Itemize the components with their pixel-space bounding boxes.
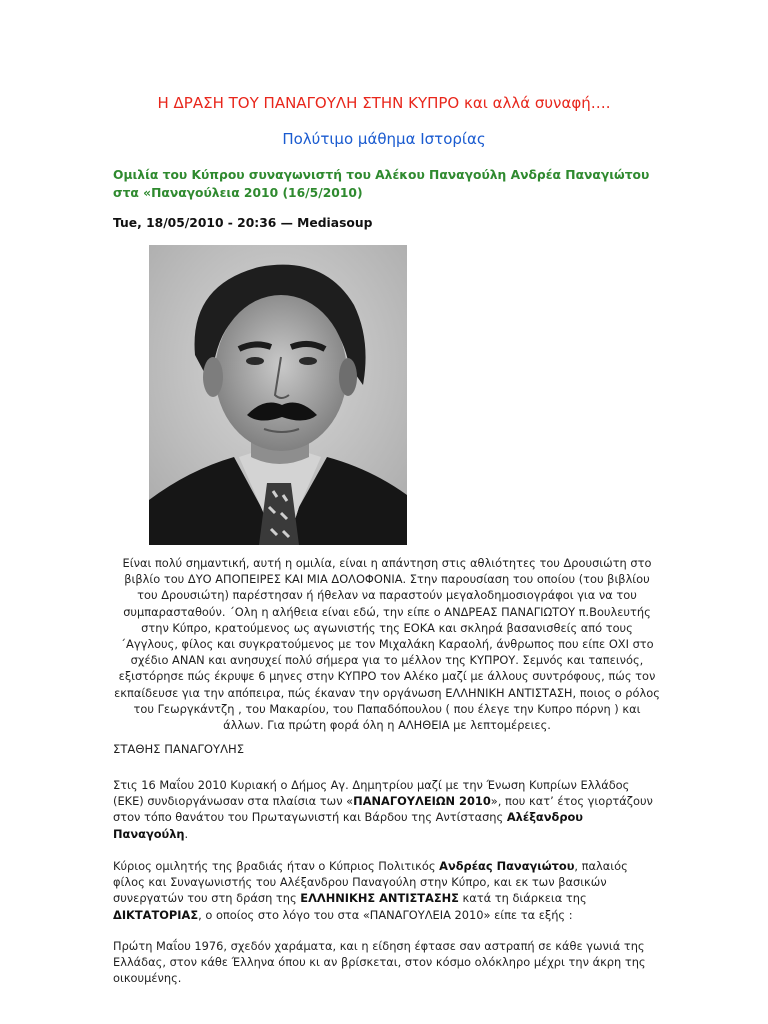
bold-text: ΠΑΝΑΓΟΥΛΕΙΩΝ 2010: [353, 794, 491, 809]
page-title: Η ΔΡΑΣΗ ΤΟΥ ΠΑΝΑΓΟΥΛΗ ΣΤΗΝ ΚΥΠΡΟ και αλλά συναφή….: [157, 94, 611, 112]
paragraph-text: κατά τη διάρκεια της: [458, 891, 587, 906]
paragraph-text: Κύριος ομιλητής της βραδιάς ήταν ο Κύπριος Πολιτικός: [113, 859, 440, 873]
author-signature: ΣΤΑΘΗΣ ΠΑΝΑΓΟΥΛΗΣ: [113, 742, 245, 756]
paragraph-intro: Είναι πολύ σημαντική, αυτή η ομιλία, είναι η απάντηση στις αθλιότητες του Δρουσιώτη στο βιβλίο του ΔΥΟ ΑΠΟΠΕΙΡΕΣ ΚΑΙ ΜΙΑ ΔΟΛΟΦΟΝΙΑ. Στην παρουσίαση του οποίου (του βιβλίου του Δρουσιώτη) παρέστησαν ή ήθελαν να παραστούν μεγαλοδημοσιογράφοι για να του συμπαρασταθούν. ΄Ολη η αλήθεια είναι εδώ, την είπε ο ΑΝΔΡΕΑΣ ΠΑΝΑΓΙΩΤΟΥ π.Βουλευτής στην Κύπρο, κρατούμενος ως αγωνιστής της ΕΟΚΑ και σκληρά βασανισθείς από τους ΄Αγγλους, φίλος και συγκρατούμενος με τον Μιχαλάκη Καραολή, άνθρωπος που είπε ΟΧΙ στο σχέδιο ΑΝΑΝ και ανησυχεί πολύ σήμερα για το μέλλον της ΚΥΠΡΟΥ. Σεμνός και ταπεινός, εξιστόρησε πώς έκρυψε 6 μηνες στην ΚΥΠΡΟ τον Αλέκο μαζί με άλλους συντρόφους, πώς τον εκπαίδευσε για την απόπειρα, πώς έκαναν την οργάνωση ΕΛΛΗΝΙΚΗ ΑΝΤΙΣΤΑΣΗ, ποιος ο ρόλος του Γεωργκάντζη , του Μακαρίου, του Παπαδόπουλου ( που έλεγε την Κυπρο πόρνη ) και άλλων. Για πρώτη φορά όλη η ΑΛΗΘΕΙΑ με λεπτομέρειες.: [114, 556, 660, 733]
paragraph-text: .: [184, 826, 189, 841]
paragraph-event: [113, 777, 661, 842]
dateline: Tue, 18/05/2010 - 20:36 — Mediasoup: [113, 216, 373, 230]
bold-text: ΕΛΛΗΝΙΚΗΣ ΑΝΤΙΣΤΑΣΗΣ: [300, 891, 459, 906]
bold-text: ΔΙΚΤΑΤΟΡΙΑΣ: [113, 907, 199, 922]
paragraph-text: Στις 16 Μαΐου 2010 Κυριακή ο Δήμος Αγ. Δημητρίου μαζί με την Ένωση Κυπρίων Ελλάδος (ΕΚΕ) συνδιοργάνωσαν στα πλαίσια των «: [113, 778, 630, 809]
paragraph-text: , ο οποίος στο λόγο του στα «ΠΑΝΑΓΟΥΛΕΙΑ 2010» είπε τα εξής :: [198, 907, 573, 922]
paragraph-text: , παλαιός φίλος και Συναγωνιστής του Αλέξανδρου Παναγούλη στην Κύπρο, και εκ των βασικών συνεργατών του στη δράση της: [113, 859, 628, 906]
paragraph-speaker: [113, 858, 661, 923]
bold-text: Αλέξανδρου Παναγούλη: [113, 810, 584, 841]
paragraph-speech: Πρώτη Μαΐου 1976, σχεδόν χαράματα, και η είδηση έφτασε σαν αστραπή σε κάθε γωνιά της Ελλάδας, στον κάθε Έλληνα όπου κι αν βρίσκεται, στον κόσμο ολόκληρο μέχρι την άκρη της οικουμένης.: [113, 939, 646, 986]
portrait-photo: [149, 245, 407, 545]
intro-heading: Ομιλία του Κύπρου συναγωνιστή του Αλέκου Παναγούλη Ανδρέα Παναγιώτου στα «Παναγούλεια 2010 (16/5/2010): [113, 168, 650, 200]
paragraph-text: », που κατ’ έτος γιορτάζουν στον τόπο θανάτου του Πρωταγωνιστή και Βάρδου της Αντίστασης: [113, 794, 653, 825]
bold-text: Ανδρέας Παναγιώτου: [439, 859, 575, 873]
page-subtitle: Πολύτιμο μάθημα Ιστορίας: [282, 130, 486, 148]
